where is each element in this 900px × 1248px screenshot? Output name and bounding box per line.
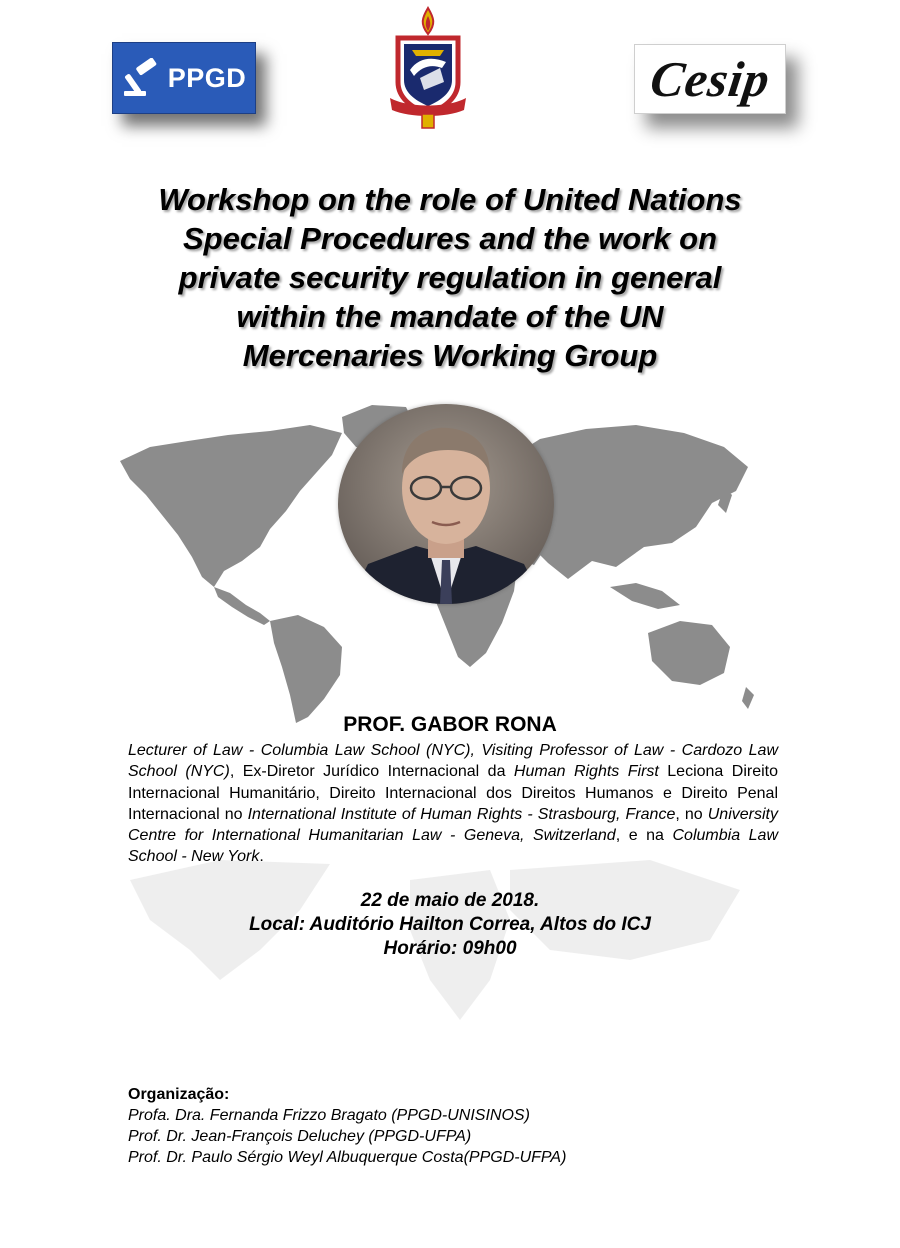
bio-segment: , no (675, 805, 708, 823)
bio-segment: , e na (615, 827, 673, 845)
title-line: Mercenaries Working Group (242, 338, 658, 373)
bio-segment: International Institute of Human Rights - Strasbourg, France (247, 805, 676, 823)
organization-section (128, 1084, 828, 1168)
bio-segment: Columbia Law School - New York (128, 827, 778, 866)
workshop-title (80, 180, 820, 375)
university-crest-icon (384, 6, 472, 130)
event-date: 22 de maio de 2018. (360, 890, 540, 911)
bio-segment: University Centre for International Humanitarian Law - Geneva, Switzerland (128, 805, 778, 845)
event-location: Local: Auditório Hailton Correa, Altos do ICJ (249, 914, 651, 935)
speaker-bio (128, 740, 778, 868)
speaker-portrait (338, 404, 554, 604)
bio-segment: , Ex-Diretor Jurídico Internacional da (229, 763, 514, 781)
organizer-item: Profa. Dra. Fernanda Frizzo Bragato (PPGD-UNISINOS) (128, 1107, 530, 1124)
bio-segment: Human Rights First (513, 763, 659, 781)
cesip-logo (634, 44, 786, 114)
bio-segment: Lecturer of Law - Columbia Law School (NYC), Visiting Professor of Law - Cardozo Law School (NYC) (128, 742, 778, 781)
event-time: Horário: 09h00 (383, 938, 517, 959)
bio-segment: Leciona Direito Internacional Humanitário, Direito Internacional dos Direitos Humanos e Direito Penal Internacional no (128, 763, 779, 823)
organizer-item: Prof. Dr. Jean-François Deluchey (PPGD-UFPA) (128, 1128, 472, 1145)
organization-heading: Organização: (128, 1086, 230, 1103)
gavel-icon (122, 58, 162, 98)
ppgd-logo-text: PPGD (167, 62, 247, 93)
title-line: within the mandate of the UN (236, 299, 664, 334)
cesip-logo-text: Cesip (646, 51, 774, 107)
title-line: private security regulation in general (178, 260, 722, 295)
organizer-item: Prof. Dr. Paulo Sérgio Weyl Albuquerque Costa(PPGD-UFPA) (128, 1149, 567, 1166)
title-line: Special Procedures and the work on (182, 221, 718, 256)
bio-segment: . (259, 848, 264, 866)
title-line: Workshop on the role of United Nations (158, 182, 742, 217)
ppgd-logo (112, 42, 256, 114)
speaker-name: PROF. GABOR RONA (343, 713, 557, 736)
